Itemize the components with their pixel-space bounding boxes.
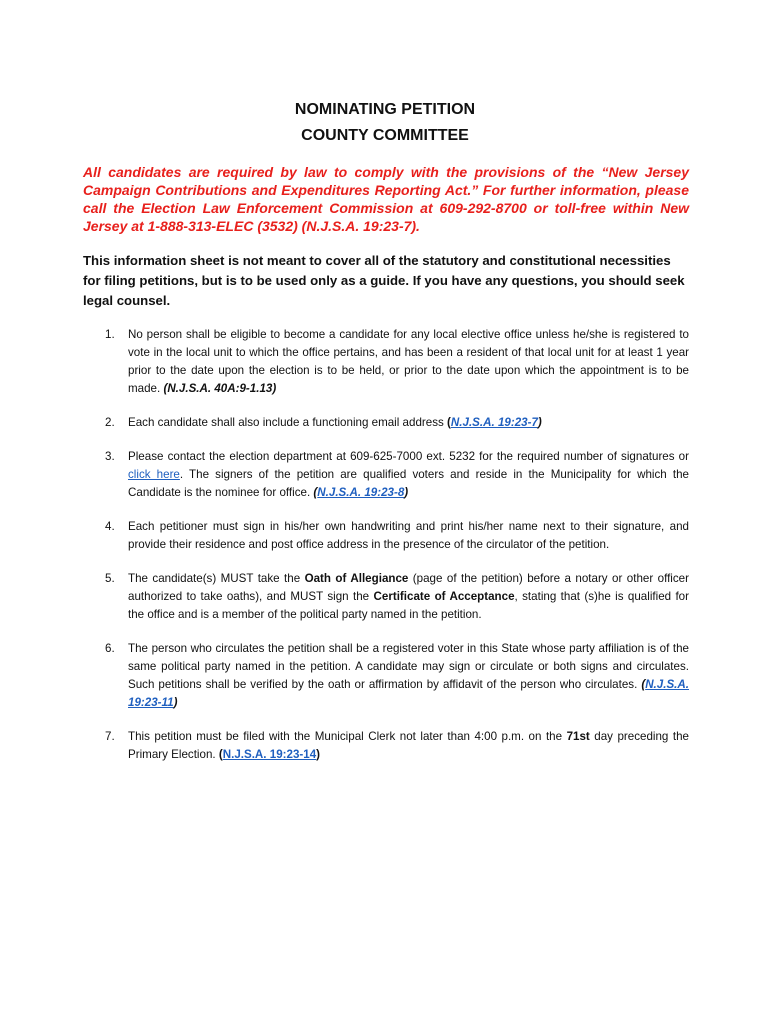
list-item bbox=[83, 570, 689, 624]
list-item bbox=[83, 518, 689, 554]
item-text: The candidate(s) MUST take the bbox=[128, 572, 305, 585]
paren-close: ) bbox=[316, 748, 321, 761]
item-text: This petition must be filed with the Municipal Clerk not later than 4:00 p.m. on the bbox=[128, 730, 567, 743]
statute-link[interactable]: N.J.S.A. 19:23-8 bbox=[317, 486, 405, 499]
certificate-of-acceptance-label: Certificate of Acceptance bbox=[373, 590, 515, 603]
title-line-2: COUNTY COMMITTEE bbox=[301, 127, 469, 144]
statute-link[interactable]: N.J.S.A. 19:23-14 bbox=[222, 748, 317, 761]
legal-warning: All candidates are required by law to comply with the provisions of the “New Jersey Campaign Contributions and Expenditures Reporting Act.” For further information, please call the Election Law Enforcement Commission at 609-292-8700 or toll-free within New Jersey at 1-888-313-ELEC (3532) (N.J.S.A. 19:23-7). bbox=[83, 164, 689, 234]
item-number: 4. bbox=[105, 520, 115, 533]
paren-close: ) bbox=[173, 696, 178, 709]
list-item bbox=[83, 326, 689, 398]
item-text-continued: . The signers of the petition are qualified voters and reside in the Municipality for which the Candidate is the nominee for office. bbox=[128, 468, 689, 499]
paren-close: ) bbox=[404, 486, 409, 499]
item-text-end: , stating that (s)he is qualified for the office and is a member of the political party named in the petition. bbox=[128, 590, 689, 621]
paren-close: ) bbox=[537, 416, 542, 429]
intro-paragraph: This information sheet is not meant to cover all of the statutory and constitutional necessities for filing petitions, but is to be used only as a guide. If you have any questions, you should seek legal counsel. bbox=[83, 253, 685, 308]
item-number: 6. bbox=[105, 642, 115, 655]
list-item bbox=[83, 640, 689, 712]
item-text: No person shall be eligible to become a candidate for any local elective office unless he/she is registered to vote in the local unit to which the office pertains, and has been a resident of that local unit for at least 1 year prior to the date upon the election is to be held, or prior to the date upon which the appointment is to be made. bbox=[128, 328, 689, 395]
paren-open: ( bbox=[447, 416, 451, 429]
paren-open: ( bbox=[218, 748, 223, 761]
item-text: The person who circulates the petition shall be a registered voter in this State whose party affiliation is of the same political party named in the petition. A candidate may sign or circulate or both signs and circulates. Such petitions shall be verified by the oath or affirmation by affidavit of the person who circulates. bbox=[128, 642, 689, 691]
item-number: 1. bbox=[105, 328, 115, 341]
item-number: 7. bbox=[105, 730, 115, 743]
list-item bbox=[83, 728, 689, 764]
item-text: Each candidate shall also include a functioning email address bbox=[128, 416, 448, 429]
statute-citation: (N.J.S.A. 40A:9-1.13) bbox=[163, 382, 277, 395]
item-number: 3. bbox=[105, 450, 115, 463]
oath-of-allegiance-label: Oath of Allegiance bbox=[304, 572, 409, 585]
item-number: 5. bbox=[105, 572, 115, 585]
title-line-1: NOMINATING PETITION bbox=[294, 101, 476, 118]
item-text: Please contact the election department at 609-625-7000 ext. 5232 for the required number of signatures or bbox=[128, 450, 689, 463]
item-text-continued: (page of the petition) before a notary or other officer authorized to take oaths), and MUST sign the bbox=[128, 572, 689, 603]
paren-open: ( bbox=[641, 678, 646, 691]
instructions-list bbox=[83, 326, 689, 764]
list-item bbox=[83, 414, 689, 432]
item-text-continued: day preceding the Primary Election. bbox=[128, 730, 689, 761]
item-text: Each petitioner must sign in his/her own handwriting and print his/her name next to their signature, and provide their residence and post office address in the presence of the circulator of the petition. bbox=[128, 520, 689, 551]
item-number: 2. bbox=[105, 416, 115, 429]
document-title bbox=[0, 97, 770, 149]
paren-open: ( bbox=[313, 486, 318, 499]
statute-link[interactable]: N.J.S.A. 19:23-7 bbox=[450, 416, 538, 429]
list-item bbox=[83, 448, 689, 502]
statute-link[interactable]: N.J.S.A. 19:23-11 bbox=[128, 678, 689, 709]
day-count: 71st bbox=[566, 730, 590, 743]
click-here-link[interactable]: click here bbox=[128, 468, 180, 481]
